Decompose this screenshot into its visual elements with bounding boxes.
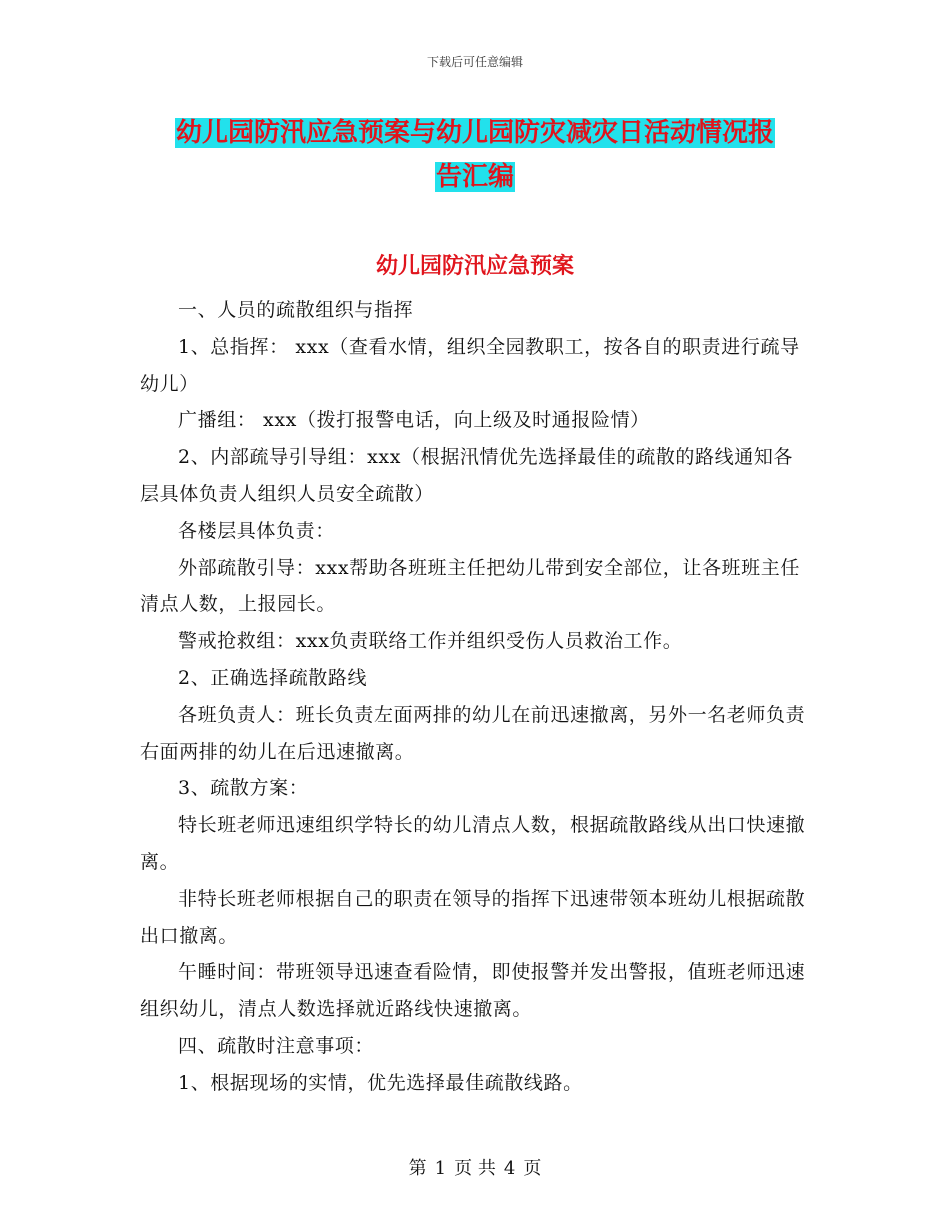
document-title-text-2: 告汇编 (435, 162, 514, 192)
page-label-prefix: 第 (408, 1158, 427, 1179)
paragraph: 1、根据现场的实情，优先选择最佳疏散线路。 (178, 1071, 583, 1094)
page-number: 1 (434, 1158, 447, 1179)
paragraph: 2、正确选择疏散路线 (178, 666, 368, 689)
document-title-line-1 (0, 112, 950, 149)
section-title: 幼儿园防汛应急预案 (375, 254, 574, 279)
header-note: 下载后可任意编辑 (426, 55, 523, 69)
paragraph: 午睡时间：带班领导迅速查看险情，即使报警并发出警报，值班老师迅速组织幼儿，清点人数选择就近路线快速撤离。 (140, 961, 806, 1021)
page-label-mid: 页 共 (454, 1158, 496, 1179)
paragraph: 非特长班老师根据自己的职责在领导的指挥下迅速带领本班幼儿根据疏散出口撤离。 (140, 887, 806, 947)
paragraph: 警戒抢救组：xxx负责联络工作并组织受伤人员救治工作。 (178, 630, 683, 653)
paragraph: 一、人员的疏散组织与指挥 (178, 299, 414, 321)
page-footer (0, 1154, 950, 1180)
paragraph: 广播组： xxx（拨打报警电话，向上级及时通报险情） (178, 409, 650, 432)
paragraph: 各楼层具体负责： (178, 519, 335, 542)
document-title-line-2 (0, 156, 950, 193)
paragraph: 3、疏散方案： (178, 777, 309, 800)
paragraph: 1、总指挥： xxx（查看水情，组织全园教职工，按各自的职责进行疏导幼儿） (140, 335, 800, 395)
paragraph: 四、疏散时注意事项： (178, 1034, 375, 1057)
paragraph: 2、内部疏导引导组：xxx（根据汛情优先选择最佳的疏散的路线通知各层具体负责人组织人员安全疏散） (140, 446, 794, 505)
paragraph: 特长班老师迅速组织学特长的幼儿清点人数，根据疏散路线从出口快速撤离。 (140, 814, 806, 873)
page-label-suffix: 页 (523, 1158, 542, 1179)
paragraph: 各班负责人：班长负责左面两排的幼儿在前迅速撤离，另外一名老师负责右面两排的幼儿在后迅速撤离。 (140, 703, 806, 763)
paragraph: 外部疏散引导：xxx帮助各班班主任把幼儿带到安全部位，让各班班主任清点人数，上报园长。 (140, 556, 800, 616)
page-total: 4 (503, 1158, 516, 1179)
document-body (140, 292, 812, 1102)
document-title-text-1: 幼儿园防汛应急预案与幼儿园防灾减灾日活动情况报 (175, 118, 774, 148)
